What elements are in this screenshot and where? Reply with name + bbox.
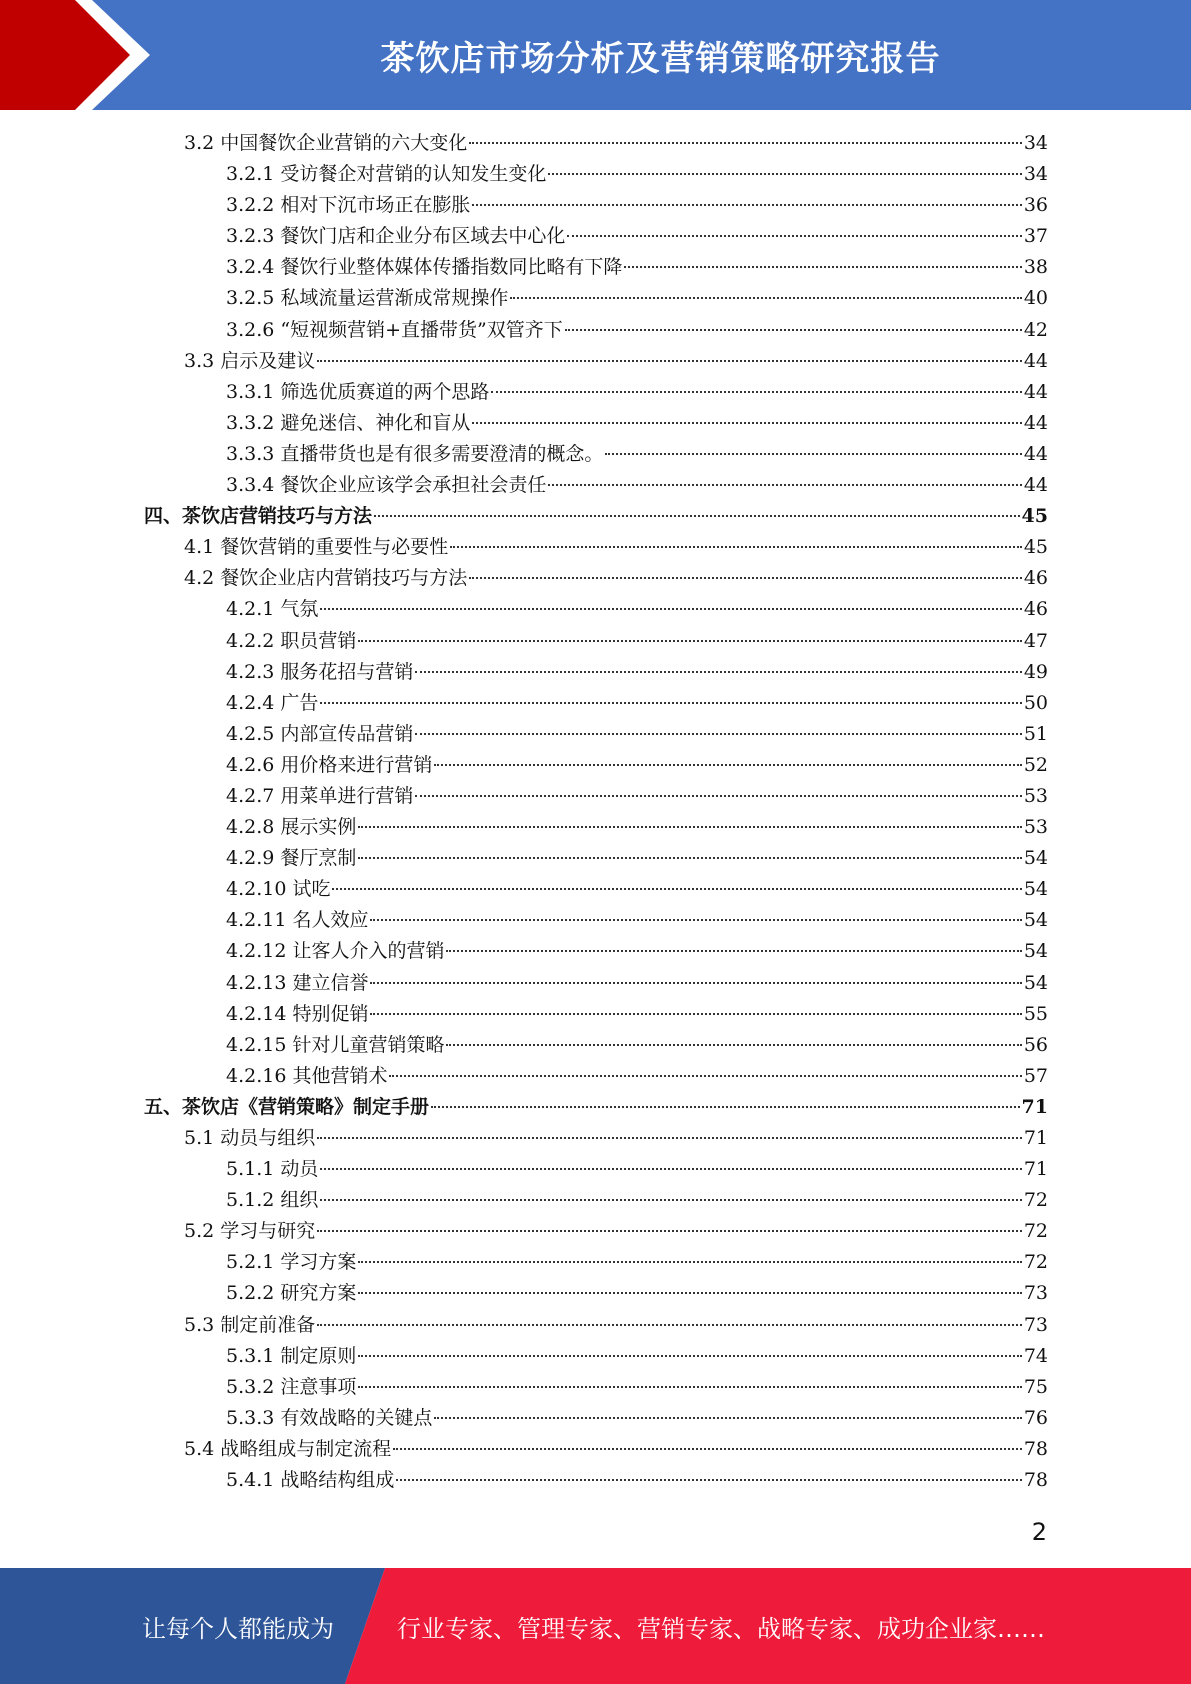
toc-entry[interactable] <box>144 1123 1048 1154</box>
footer-tagline: 行业专家、管理专家、营销专家、战略专家、成功企业家…… <box>397 1614 1045 1643</box>
toc-entry-page: 34 <box>1023 163 1048 186</box>
toc-entry-page: 73 <box>1023 1282 1048 1305</box>
toc-entry[interactable] <box>144 221 1048 252</box>
toc-entry-page: 55 <box>1023 1002 1048 1025</box>
toc-entry-label: 5.1 动员与组织 <box>184 1127 316 1149</box>
toc-entry[interactable] <box>144 1434 1048 1465</box>
toc-entry[interactable] <box>144 1465 1048 1496</box>
toc-entry-label: 4.2.5 内部宣传品营销 <box>226 722 414 745</box>
toc-entry[interactable] <box>144 1372 1048 1403</box>
toc-entry-page: 46 <box>1023 598 1048 621</box>
toc-entry[interactable] <box>144 874 1048 905</box>
toc-entry-page: 44 <box>1023 411 1048 434</box>
toc-leader-dots <box>434 1417 1021 1419</box>
toc-entry-label: 4.2.10 试吃 <box>226 878 331 901</box>
toc-entry-page: 46 <box>1023 567 1048 590</box>
table-of-contents <box>144 128 1048 1496</box>
toc-entry[interactable] <box>144 532 1048 563</box>
toc-entry-label: 4.2.4 广告 <box>226 691 319 714</box>
arrow-chevron-icon <box>0 0 160 110</box>
toc-entry[interactable] <box>144 128 1048 159</box>
toc-entry-label: 4.1 餐饮营销的重要性与必要性 <box>184 536 449 559</box>
toc-entry[interactable] <box>144 999 1048 1030</box>
toc-leader-dots <box>358 826 1021 828</box>
toc-leader-dots <box>510 297 1021 299</box>
toc-entry-label: 4.2.13 建立信誉 <box>226 971 369 994</box>
toc-leader-dots <box>446 950 1021 952</box>
toc-entry[interactable] <box>144 1216 1048 1247</box>
toc-entry[interactable] <box>144 1247 1048 1278</box>
toc-leader-dots <box>472 422 1021 424</box>
toc-entry[interactable] <box>144 190 1048 221</box>
toc-leader-dots <box>358 857 1021 859</box>
toc-entry-label: 5.2.1 学习方案 <box>226 1251 357 1274</box>
toc-entry-label: 3.2.4 餐饮行业整体媒体传播指数同比略有下降 <box>226 256 623 279</box>
toc-leader-dots <box>469 142 1022 144</box>
toc-entry-page: 72 <box>1023 1220 1048 1243</box>
toc-entry-page: 50 <box>1023 691 1048 714</box>
toc-entry[interactable] <box>144 563 1048 594</box>
toc-leader-dots <box>358 1261 1021 1263</box>
toc-entry[interactable] <box>144 346 1048 377</box>
toc-entry[interactable] <box>144 968 1048 999</box>
toc-entry-page: 44 <box>1023 380 1048 403</box>
toc-entry-label: 5.2 学习与研究 <box>184 1220 316 1243</box>
toc-leader-dots <box>548 173 1021 175</box>
toc-leader-dots <box>491 391 1021 393</box>
toc-entry[interactable] <box>144 1341 1048 1372</box>
toc-entry-page: 54 <box>1023 878 1048 901</box>
page-header <box>0 0 1191 110</box>
page-number: 2 <box>1031 1518 1047 1546</box>
toc-leader-dots <box>415 795 1021 797</box>
toc-entry-page: 38 <box>1023 256 1048 279</box>
toc-leader-dots <box>332 888 1021 890</box>
toc-leader-dots <box>472 204 1021 206</box>
toc-leader-dots <box>396 1479 1021 1481</box>
toc-entry-label: 4.2.11 名人效应 <box>226 909 369 932</box>
toc-leader-dots <box>389 1075 1021 1077</box>
toc-leader-dots <box>624 266 1021 268</box>
toc-entry-label: 3.2.3 餐饮门店和企业分布区域去中心化 <box>226 225 566 248</box>
toc-entry-label: 4.2.8 展示实例 <box>226 816 357 839</box>
toc-entry[interactable] <box>144 781 1048 812</box>
toc-entry-label: 5.1.1 动员 <box>226 1158 319 1181</box>
toc-leader-dots <box>358 1292 1021 1294</box>
toc-leader-dots <box>317 360 1022 362</box>
toc-leader-dots <box>320 1199 1021 1201</box>
toc-entry-page: 42 <box>1023 318 1048 341</box>
toc-entry-label: 3.3 启示及建议 <box>184 349 316 372</box>
toc-entry-page: 57 <box>1023 1064 1048 1087</box>
toc-entry-page: 52 <box>1023 753 1048 776</box>
toc-entry-label: 3.2.1 受访餐企对营销的认知发生变化 <box>226 163 547 186</box>
toc-leader-dots <box>317 1230 1022 1232</box>
toc-entry-page: 71 <box>1023 1158 1048 1181</box>
toc-entry-label: 3.2 中国餐饮企业营销的六大变化 <box>184 132 468 154</box>
toc-leader-dots <box>358 1355 1021 1357</box>
toc-entry[interactable] <box>144 1185 1048 1216</box>
toc-leader-dots <box>469 577 1022 579</box>
toc-entry[interactable] <box>144 501 1048 532</box>
toc-entry-page: 47 <box>1023 629 1048 652</box>
toc-entry[interactable] <box>144 1278 1048 1309</box>
toc-entry[interactable] <box>144 812 1048 843</box>
toc-entry-label: 3.2.2 相对下沉市场正在膨胀 <box>226 194 471 217</box>
toc-entry-page: 44 <box>1023 349 1048 372</box>
toc-entry-label: 3.3.3 直播带货也是有很多需要澄清的概念。 <box>226 442 604 465</box>
toc-entry-page: 40 <box>1023 287 1048 310</box>
toc-leader-dots <box>370 1013 1021 1015</box>
toc-entry-page: 71 <box>1021 1095 1048 1118</box>
toc-entry-label: 3.3.1 筛选优质赛道的两个思路 <box>226 380 490 403</box>
toc-entry-page: 56 <box>1023 1033 1048 1056</box>
toc-leader-dots <box>605 453 1021 455</box>
toc-entry-page: 54 <box>1023 940 1048 963</box>
toc-entry-page: 34 <box>1023 132 1048 154</box>
toc-entry[interactable] <box>144 688 1048 719</box>
toc-entry-page: 54 <box>1023 971 1048 994</box>
toc-entry[interactable] <box>144 1030 1048 1061</box>
toc-leader-dots <box>548 484 1021 486</box>
toc-entry[interactable] <box>144 439 1048 470</box>
toc-entry-page: 74 <box>1023 1344 1048 1367</box>
toc-entry-label: 4.2.16 其他营销术 <box>226 1064 388 1087</box>
toc-entry-label: 3.3.2 避免迷信、神化和盲从 <box>226 411 471 434</box>
toc-entry[interactable] <box>144 626 1048 657</box>
toc-entry[interactable] <box>144 408 1048 439</box>
toc-entry-label: 5.3.3 有效战略的关键点 <box>226 1406 433 1429</box>
toc-entry-label: 4.2.14 特别促销 <box>226 1002 369 1025</box>
toc-entry-page: 54 <box>1023 847 1048 870</box>
toc-entry-label: 四、茶饮店营销技巧与方法 <box>144 505 373 528</box>
toc-entry[interactable] <box>144 470 1048 501</box>
toc-leader-dots <box>358 640 1021 642</box>
toc-entry[interactable] <box>144 252 1048 283</box>
toc-leader-dots <box>317 1137 1022 1139</box>
toc-entry[interactable] <box>144 843 1048 874</box>
toc-entry[interactable] <box>144 1403 1048 1434</box>
toc-entry-page: 78 <box>1023 1469 1048 1492</box>
toc-entry-label: 3.2.5 私域流量运营渐成常规操作 <box>226 287 509 310</box>
toc-entry-label: 5.1.2 组织 <box>226 1189 319 1212</box>
toc-entry[interactable] <box>144 1061 1048 1092</box>
toc-entry-label: 3.2.6 “短视频营销+直播带货”双管齐下 <box>226 318 563 341</box>
toc-entry-label: 4.2.1 气氛 <box>226 598 319 621</box>
toc-leader-dots <box>446 1044 1021 1046</box>
toc-entry-page: 72 <box>1023 1189 1048 1212</box>
toc-leader-dots <box>358 1386 1021 1388</box>
toc-entry[interactable] <box>144 159 1048 190</box>
toc-entry-label: 4.2.2 职员营销 <box>226 629 357 652</box>
toc-leader-dots <box>320 608 1021 610</box>
toc-leader-dots <box>320 702 1021 704</box>
toc-leader-dots <box>374 515 1020 517</box>
toc-entry[interactable] <box>144 1310 1048 1341</box>
toc-entry[interactable] <box>144 719 1048 750</box>
toc-entry-label: 4.2.6 用价格来进行营销 <box>226 753 433 776</box>
toc-leader-dots <box>565 329 1022 331</box>
toc-entry[interactable] <box>144 1154 1048 1185</box>
toc-leader-dots <box>431 1106 1020 1108</box>
toc-leader-dots <box>320 1168 1021 1170</box>
toc-entry-label: 4.2.15 针对儿童营销策略 <box>226 1033 445 1056</box>
toc-entry-page: 53 <box>1023 816 1048 839</box>
toc-leader-dots <box>393 1448 1022 1450</box>
toc-leader-dots <box>450 546 1022 548</box>
toc-entry-label: 3.3.4 餐饮企业应该学会承担社会责任 <box>226 474 547 497</box>
toc-leader-dots <box>434 764 1021 766</box>
toc-leader-dots <box>567 235 1021 237</box>
toc-entry-label: 5.3.1 制定原则 <box>226 1344 357 1367</box>
report-title: 茶饮店市场分析及营销策略研究报告 <box>380 38 941 79</box>
toc-entry-label: 4.2.12 让客人介入的营销 <box>226 940 445 963</box>
toc-entry-page: 45 <box>1021 505 1048 528</box>
toc-entry[interactable] <box>144 283 1048 314</box>
toc-entry-page: 75 <box>1023 1375 1048 1398</box>
toc-entry-page: 53 <box>1023 784 1048 807</box>
toc-entry-page: 45 <box>1023 536 1048 559</box>
toc-entry-page: 37 <box>1023 225 1048 248</box>
toc-entry-page: 51 <box>1023 722 1048 745</box>
toc-leader-dots <box>370 919 1021 921</box>
toc-entry[interactable] <box>144 377 1048 408</box>
toc-leader-dots <box>415 733 1021 735</box>
toc-entry-page: 36 <box>1023 194 1048 217</box>
toc-entry-label: 4.2.3 服务花招与营销 <box>226 660 414 683</box>
toc-leader-dots <box>415 671 1021 673</box>
toc-entry-page: 44 <box>1023 442 1048 465</box>
toc-leader-dots <box>370 982 1021 984</box>
toc-entry[interactable] <box>144 1092 1048 1123</box>
toc-entry[interactable] <box>144 905 1048 936</box>
toc-entry-label: 4.2 餐饮企业店内营销技巧与方法 <box>184 567 468 590</box>
toc-entry-page: 44 <box>1023 474 1048 497</box>
toc-entry-label: 5.3 制定前准备 <box>184 1313 316 1336</box>
toc-entry[interactable] <box>144 315 1048 346</box>
toc-entry-page: 78 <box>1023 1437 1048 1460</box>
toc-entry-label: 5.2.2 研究方案 <box>226 1282 357 1305</box>
page-footer <box>0 1568 1191 1684</box>
toc-entry[interactable] <box>144 594 1048 625</box>
toc-entry-page: 54 <box>1023 909 1048 932</box>
toc-entry-page: 71 <box>1023 1127 1048 1149</box>
toc-entry[interactable] <box>144 750 1048 781</box>
toc-entry-page: 76 <box>1023 1406 1048 1429</box>
toc-entry-label: 4.2.9 餐厅烹制 <box>226 847 357 870</box>
toc-entry-page: 73 <box>1023 1313 1048 1336</box>
toc-entry-label: 5.4.1 战略结构组成 <box>226 1469 395 1492</box>
toc-entry-label: 五、茶饮店《营销策略》制定手册 <box>144 1095 430 1118</box>
toc-entry-label: 4.2.7 用菜单进行营销 <box>226 784 414 807</box>
toc-entry-label: 5.4 战略组成与制定流程 <box>184 1437 392 1460</box>
toc-entry[interactable] <box>144 936 1048 967</box>
toc-entry[interactable] <box>144 657 1048 688</box>
toc-entry-page: 72 <box>1023 1251 1048 1274</box>
toc-entry-page: 49 <box>1023 660 1048 683</box>
toc-entry-label: 5.3.2 注意事项 <box>226 1375 357 1398</box>
toc-leader-dots <box>317 1324 1022 1326</box>
footer-slogan: 让每个人都能成为 <box>142 1614 334 1643</box>
